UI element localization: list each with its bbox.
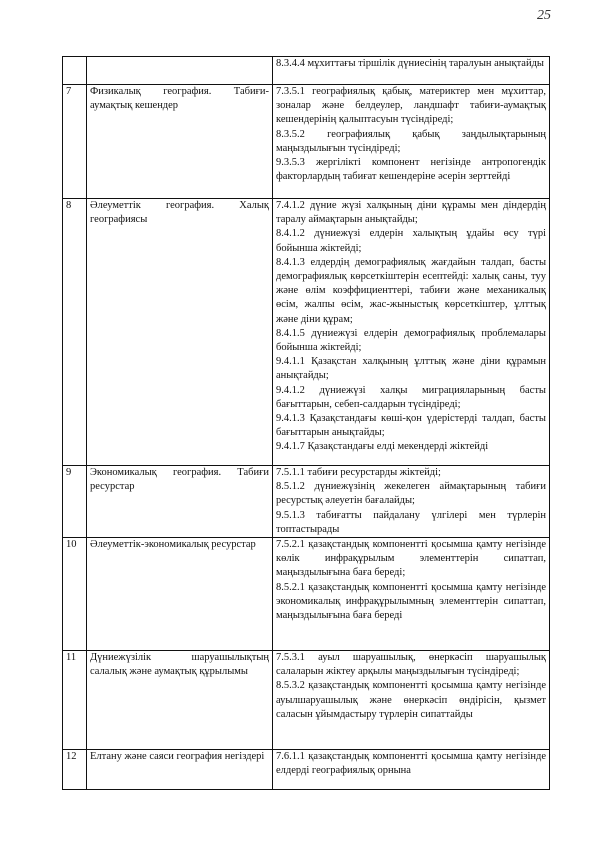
table-row	[63, 538, 550, 651]
objective-item: 7.4.1.2 дүние жүзі халқының діни құрамы мен діндердің таралу аймақтарын анықтайды;	[276, 200, 546, 226]
table-row	[63, 466, 550, 538]
section-cell	[87, 57, 273, 85]
objectives-cell	[273, 466, 550, 538]
row-number-cell: 7	[63, 85, 87, 199]
row-number-cell: 10	[63, 538, 87, 651]
objectives-cell	[273, 651, 550, 750]
objective-item: 9.4.1.7 Қазақстандағы елді мекендерді жіктейді	[276, 441, 489, 453]
table-body	[63, 57, 550, 790]
objective-item: 8.5.1.2 дүниежүзінің жекелеген аймақтарының табиғи ресурстық әлеуетін бағалайды;	[276, 481, 546, 507]
objective-item: 9.4.1.2 дүниежүзі халқы миграцияларының басты бағыттарын, себеп-салдарын түсіндіреді;	[276, 384, 546, 410]
objective-item: 8.4.1.2 дүниежүзі елдерін халықтың ұдайы өсу түрі бойынша жіктейді;	[276, 228, 546, 254]
objective-item: 7.5.2.1 қазақстандық компонентті қосымша қамту негізінде көлік инфрақұрылым элементтерін сипаттап, маңыздылығына баға береді;	[276, 539, 546, 579]
table-row	[63, 651, 550, 750]
objectives-cell	[273, 750, 550, 790]
objectives-cell	[273, 85, 550, 199]
row-number-cell: 12	[63, 750, 87, 790]
objective-item: 8.5.2.1 қазақстандық компонентті қосымша қамту негізінде экономикалық инфрақұрылымның элементтерін сипаттап, маңыздылығына баға береді	[276, 581, 546, 622]
row-number-cell: 9	[63, 466, 87, 538]
table-row	[63, 57, 550, 85]
objectives-cell	[273, 57, 550, 85]
table-row	[63, 85, 550, 199]
objective-item: 9.4.1.1 Қазақстан халқының ұлттық және діни құрамын анықтайды;	[276, 356, 546, 382]
row-number-cell: 8	[63, 199, 87, 466]
objective-item: 9.3.5.3 жергілікті компонент негізінде антропогендік факторлардың табиғат кешендеріне әсерін зерттейді	[276, 157, 546, 183]
objective-item: 7.5.3.1 ауыл шаруашылық, өнеркәсіп шаруашылық салаларын жіктеу арқылы маңыздылығын түсіндіреді;	[276, 652, 546, 678]
objective-item: 7.6.1.1 қазақстандық компонентті қосымша қамту негізінде елдерді географиялық орнына	[276, 751, 546, 777]
objectives-cell	[273, 199, 550, 466]
row-number-cell: 11	[63, 651, 87, 750]
section-cell: Әлеуметтік-экономикалық ресурстар	[87, 538, 273, 651]
objectives-cell	[273, 538, 550, 651]
table-row	[63, 750, 550, 790]
objective-item: 7.3.5.1 географиялық қабық, материктер мен мұхиттар, зоналар және белдеулер, ландшафт табиғи-аумақтық кешендерінің қалыптасуын түсіндіреді;	[276, 86, 546, 126]
objective-item: 7.5.1.1 табиғи ресурстарды жіктейді;	[276, 467, 441, 478]
objective-item: 8.5.3.2 қазақстандық компонентті қосымша қамту негізінде ауылшаруашылық және өнеркәсіп өндірісін, қызмет саласын ұйымдастыру түрлерін сипаттайды	[276, 680, 546, 720]
objective-item: 8.3.4.4 мұхиттағы тіршілік дүниесінің таралуын анықтайды	[276, 58, 544, 69]
table-row	[63, 199, 550, 466]
section-cell: Физикалық география. Табиғи-аумақтық кешендер	[87, 85, 273, 199]
row-number-cell	[63, 57, 87, 85]
objective-item: 8.3.5.2 географиялық қабық заңдылықтарының маңыздылығын түсіндіреді;	[276, 128, 546, 154]
objective-item: 8.4.1.5 дүниежүзі елдерін демографиялық проблемалары бойынша жіктейді;	[276, 327, 546, 354]
objective-item: 9.4.1.3 Қазақстандағы көші-қон үдерістерді талдап, басты бағыттарын анықтайды;	[276, 413, 546, 439]
curriculum-table	[62, 56, 550, 790]
section-cell: Әлеуметтік география. Халық географиясы	[87, 199, 273, 466]
objective-item: 9.5.1.3 табиғатты пайдалану үлгілері мен түрлерін топтастырады	[276, 509, 546, 535]
section-cell: Экономикалық география. Табиғи ресурстар	[87, 466, 273, 538]
section-cell: Елтану және саяси география негіздері	[87, 750, 273, 790]
objective-item: 8.4.1.3 елдердің демографиялық жағдайын талдап, басты демографиялық көрсеткіштерін есептейді: халық саны, туу және өлім коэффициенттері, табиғи және механикалық өсім, жалпы өсім, жас-жыныстық көрсеткіштер, ұлттық және діни құрам;	[276, 256, 546, 325]
section-cell: Дүниежүзілік шаруашылықтың салалық және аумақтық құрылымы	[87, 651, 273, 750]
page-number: 25	[537, 8, 551, 23]
